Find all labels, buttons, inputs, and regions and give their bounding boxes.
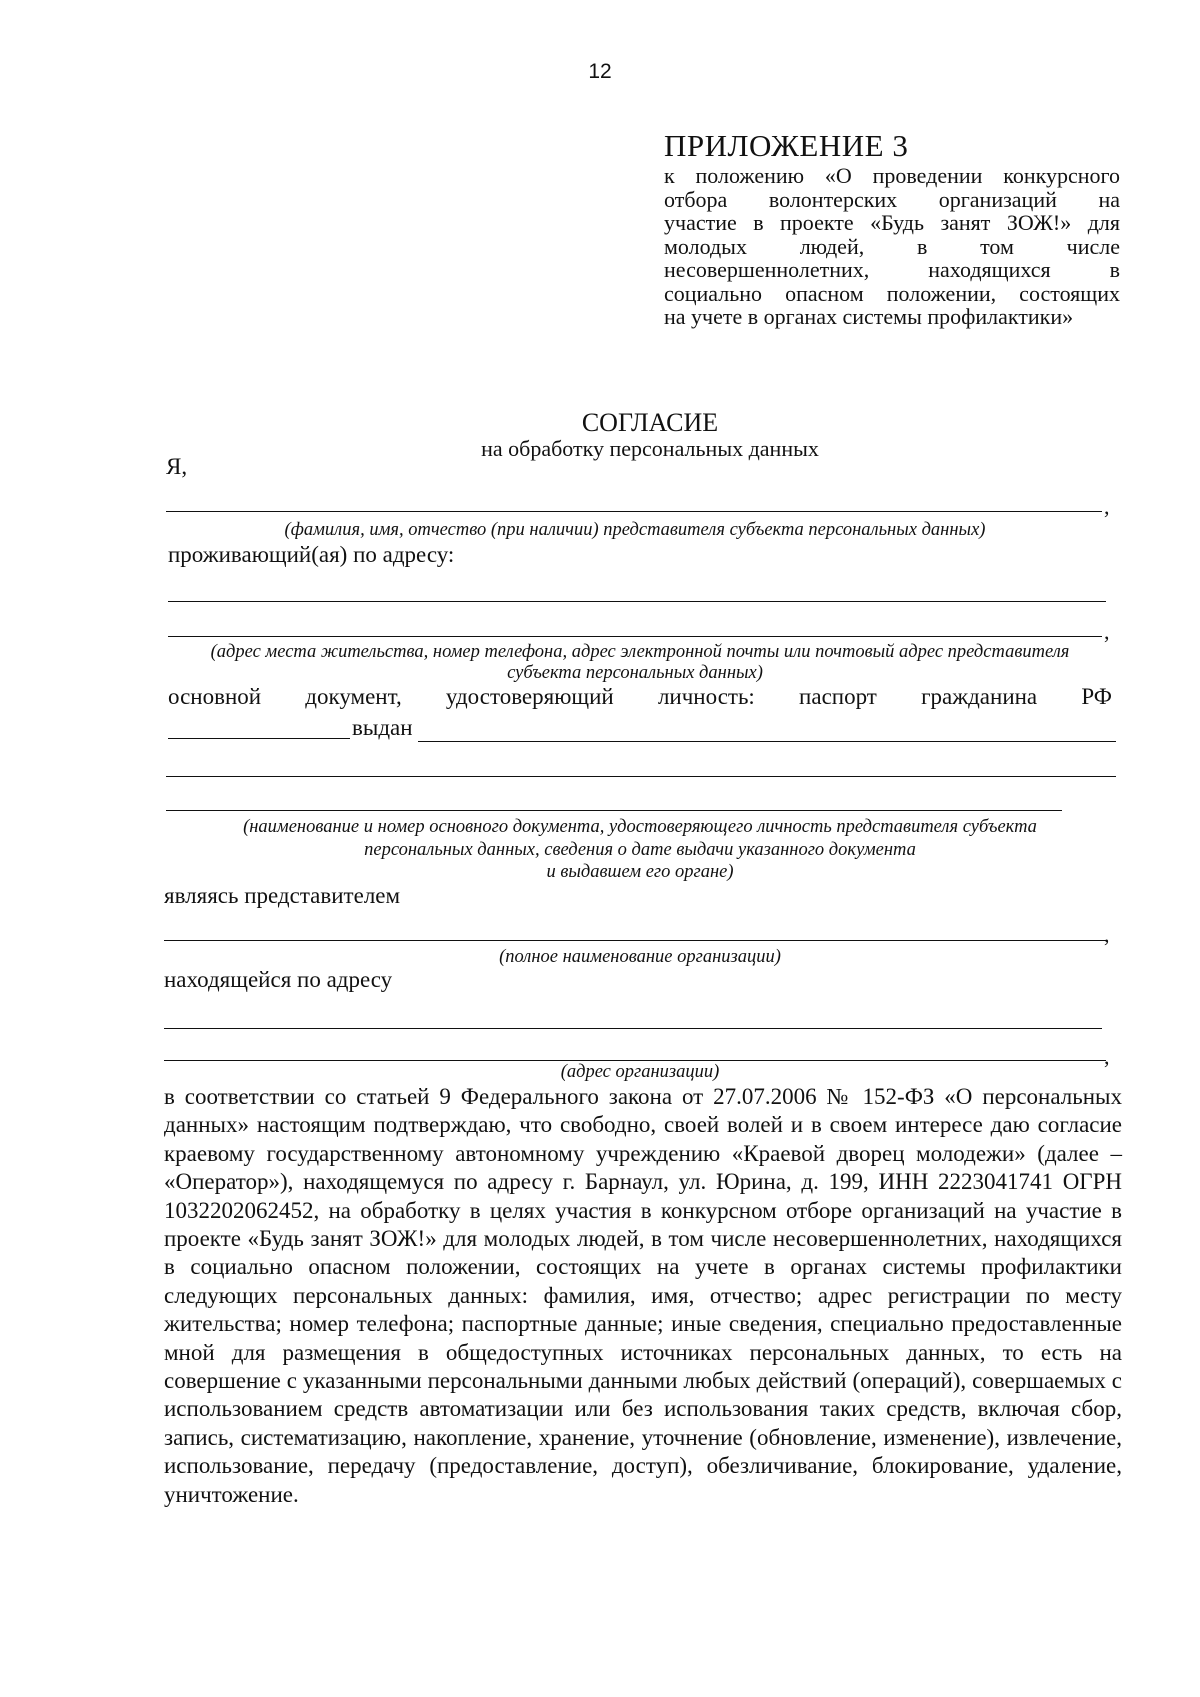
word: документ, (305, 684, 402, 709)
representative-label: являясь представителем (164, 883, 401, 908)
word: личность: (657, 684, 755, 709)
address-hint: (адрес места жительства, номер телефона, адрес электронной почты или почтовый адрес представителя (210, 642, 1070, 662)
consent-title: СОГЛАСИЕ (581, 408, 719, 437)
doc-hint: персональных данных, сведения о дате выдачи указанного документа (364, 840, 916, 860)
organization-address-line[interactable] (164, 1060, 1106, 1061)
name-field-line[interactable] (166, 511, 1102, 512)
issued-by-line[interactable] (166, 810, 1062, 811)
word: удостоверяющий (445, 684, 614, 709)
comma: , (1104, 619, 1110, 644)
issued-by-line[interactable] (418, 741, 1116, 742)
appendix-line: на учете в органах системы профилактики» (664, 304, 1074, 329)
appendix-title: ПРИЛОЖЕНИЕ 3 (664, 128, 909, 163)
doc-hint: и выдавшем его органе) (546, 862, 734, 882)
consent-subtitle: на обработку персональных данных (481, 436, 819, 461)
name-hint: (фамилия, имя, отчество (при наличии) представителя субъекта персональных данных) (284, 520, 986, 540)
comma: , (1104, 922, 1110, 947)
comma: , (1104, 1044, 1110, 1069)
organization-hint: (полное наименование организации) (499, 947, 781, 967)
page-number: 12 (588, 60, 612, 83)
organization-address-hint: (адрес организации) (560, 1062, 720, 1082)
address-field-line[interactable] (168, 636, 1102, 637)
address-hint: субъекта персональных данных) (507, 663, 763, 683)
word: основной (168, 684, 262, 709)
document-line (168, 684, 1112, 710)
organization-address-line[interactable] (164, 1028, 1102, 1029)
appendix-line: к положению «О проведении конкурсного (664, 163, 1120, 188)
appendix-line: участие в проекте «Будь занят ЗОЖ!» для (664, 210, 1120, 235)
comma: , (1104, 494, 1110, 519)
word: гражданина (921, 684, 1038, 709)
doc-hint: (наименование и номер основного документа, удостоверяющего личность представителя субъекта (243, 817, 1037, 837)
residing-label: проживающий(ая) по адресу: (168, 542, 455, 567)
located-label: находящейся по адресу (164, 967, 393, 992)
issued-by-line[interactable] (166, 776, 1116, 777)
appendix-line: несовершеннолетних, находящихся в (664, 257, 1120, 282)
appendix-line: социально опасном положении, состоящих (664, 280, 1120, 306)
word: РФ (1081, 684, 1112, 709)
word: паспорт (799, 684, 877, 709)
appendix-line: отбора волонтерских организаций на (664, 186, 1120, 212)
issued-label: выдан (352, 715, 413, 740)
passport-number-line[interactable] (168, 738, 350, 739)
i-label: Я, (166, 454, 188, 479)
organization-name-line[interactable] (164, 940, 1106, 941)
address-field-line[interactable] (168, 601, 1106, 602)
appendix-text (664, 164, 1120, 329)
appendix-line: молодых людей, в том числе (664, 233, 1120, 259)
consent-body: в соответствии со статьей 9 Федерального закона от 27.07.2006 № 152-ФЗ «О персональных данных» настоящим подтверждаю, что свободно, своей волей и в своем интересе даю согласие краевому государственному автономному учреждению «Краевой дворец молодежи» (далее – «Оператор»), находящемуся по адресу г. Барнаул, ул. Юрина, д. 199, ИНН 2223041741 ОГРН 1032202062452, на обработку в целях участия в конкурсном отборе организаций на участие в проекте «Будь занят ЗОЖ!» для молодых людей, в том числе несовершеннолетних, находящихся в социально опасном положении, состоящих на учете в органах системы профилактики следующих персональных данных: фамилия, имя, отчество; адрес регистрации по месту жительства; номер телефона; паспортные данные; иные сведения, специально предоставленные мной для размещения в общедоступных источниках персональных данных, то есть на совершение с указанными персональными данными любых действий (операций), совершаемых с использованием средств автоматизации или без использования таких средств, включая сбор, запись, систематизацию, накопление, хранение, уточнение (обновление, изменение), извлечение, использование, передачу (предоставление, доступ), обезличивание, блокирование, удаление, уничтожение. (164, 1084, 1122, 1507)
